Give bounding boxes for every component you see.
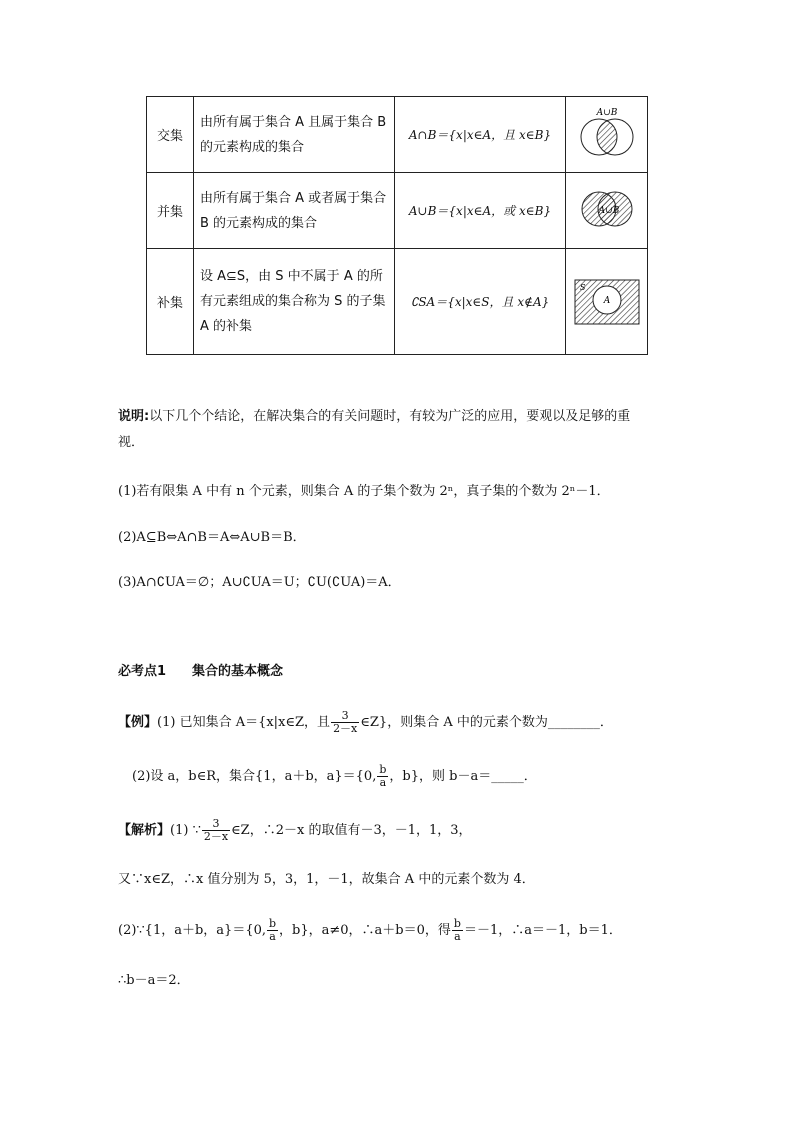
solution-line-4: ∴b－a＝2． bbox=[118, 973, 190, 988]
fraction: $\frac{b}{a}$ bbox=[269, 917, 277, 943]
example-question-1 bbox=[118, 710, 688, 736]
venn-label: A∪B bbox=[598, 205, 619, 216]
set-operations-table bbox=[146, 96, 648, 355]
solution-tag: 【解析】 bbox=[118, 823, 171, 838]
note-item-3: (3)A∩∁UA＝∅；A∪∁UA＝U；∁U(∁UA)＝A． bbox=[118, 575, 401, 590]
fraction: $\frac{b}{a}$ bbox=[453, 917, 461, 943]
s3-text: (2)∵{1，a＋b，a}＝{0, bbox=[118, 923, 266, 938]
table-row bbox=[147, 97, 648, 173]
s3-text-mid: ，b}，a≠0，∴a＋b＝0，得 bbox=[279, 923, 451, 938]
example-tag: 【例】 bbox=[118, 715, 158, 730]
note-text: 以下几个个结论，在解决集合的有关问题时，有较为广泛的应用，要观以及足够的重 bbox=[149, 409, 631, 424]
table-row bbox=[147, 249, 648, 355]
fraction: $\frac{3}{2-x}$ bbox=[333, 709, 358, 735]
note-line-2: 视． bbox=[118, 435, 145, 450]
table-row bbox=[147, 173, 648, 249]
venn-label: A∪B bbox=[596, 107, 617, 118]
s1-text-end: ∈Z，∴2－x 的取值有－3，－1，1，3， bbox=[231, 823, 472, 838]
fraction: $\frac{b}{a}$ bbox=[379, 763, 387, 789]
row-definition: 由所有属于集合 A 或者属于集合 B 的元素构成的集合 bbox=[194, 173, 395, 249]
q1-text-end: ∈Z}，则集合 A 中的元素个数为________． bbox=[360, 715, 613, 730]
q2-text-end: ，b}，则 b－a＝_____． bbox=[389, 769, 537, 784]
intersection-venn-diagram bbox=[566, 97, 648, 173]
note-item-2: (2)A⊆B⇔A∩B＝A⇔A∪B＝B． bbox=[118, 530, 306, 545]
solution-line-3 bbox=[118, 918, 688, 944]
union-venn-diagram bbox=[566, 173, 648, 249]
section-title: 必考点1 集合的基本概念 bbox=[118, 664, 284, 679]
row-definition: 由所有属于集合 A 且属于集合 B 的元素构成的集合 bbox=[194, 97, 395, 173]
note-title: 说明: bbox=[118, 409, 150, 424]
venn-label-a: A bbox=[603, 295, 610, 306]
solution-line-1 bbox=[118, 818, 688, 844]
row-definition: 设 A⊆S，由 S 中不属于 A 的所有元素组成的集合称为 S 的子集 A 的补集 bbox=[194, 249, 395, 355]
solution-line-2: 又∵x∈Z，∴x 值分别为 5，3，1，－1，故集合 A 中的元素个数为 4． bbox=[118, 872, 535, 887]
row-symbol: A∩B＝{x|x∈A，且 x∈B} bbox=[395, 97, 566, 173]
row-symbol: A∪B＝{x|x∈A，或 x∈B} bbox=[395, 173, 566, 249]
fraction: $\frac{3}{2-x}$ bbox=[203, 817, 229, 843]
q1-text: (1) 已知集合 A＝{x|x∈Z，且 bbox=[157, 715, 331, 730]
q2-text: (2)设 a，b∈R，集合{1，a＋b，a}＝{0, bbox=[132, 769, 377, 784]
s1-text: (1) ∵ bbox=[170, 823, 201, 838]
note-line-1 bbox=[118, 404, 688, 430]
complement-venn-diagram bbox=[566, 249, 648, 355]
note-item-1: (1)若有限集 A 中有 n 个元素，则集合 A 的子集个数为 2ⁿ，真子集的个数为 2ⁿ－1． bbox=[118, 484, 610, 499]
row-name: 补集 bbox=[147, 249, 194, 355]
example-question-2 bbox=[132, 764, 702, 790]
s3-text-end: ＝－1，∴a＝－1，b＝1． bbox=[463, 923, 622, 938]
row-name: 交集 bbox=[147, 97, 194, 173]
venn-label-s: S bbox=[579, 282, 585, 292]
row-symbol: ∁SA＝{x|x∈S，且 x∉A} bbox=[395, 249, 566, 355]
row-name: 并集 bbox=[147, 173, 194, 249]
